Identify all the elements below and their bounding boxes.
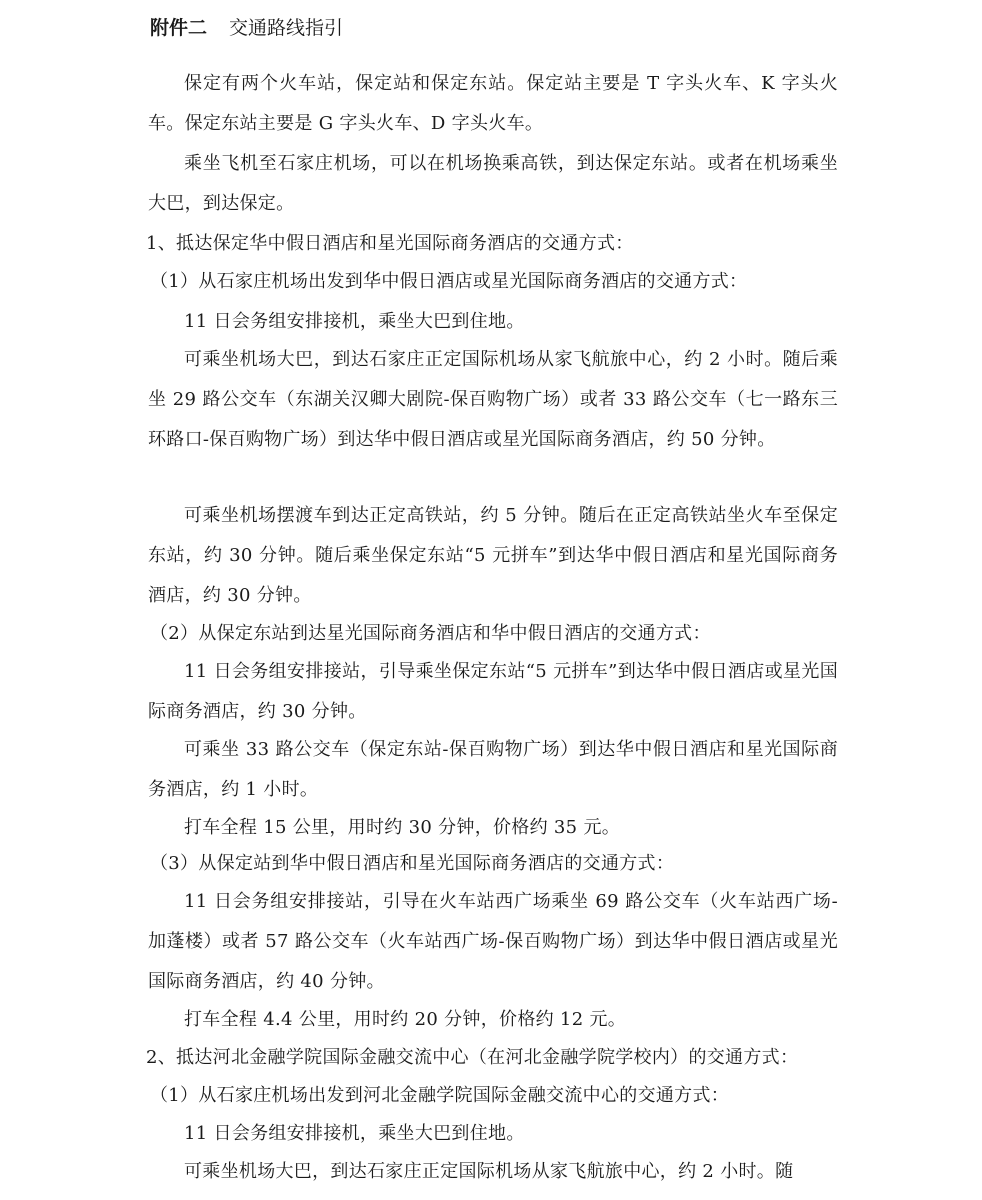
paragraph-baoding-station-taxi: 打车全程 4.4 公里，用时约 20 分钟，价格约 12 元。 bbox=[184, 1009, 627, 1030]
subsection-heading-baoding-station: （3）从保定站到华中假日酒店和星光国际商务酒店的交通方式： bbox=[150, 853, 675, 874]
paragraph-east-station-bus: 可乘坐 33 路公交车（保定东站-保百购物广场）到达华中假日酒店和星光国际商务酒店，约 1 小时。 bbox=[148, 739, 838, 800]
attachment-title: 交通路线指引 bbox=[229, 17, 344, 39]
subsection-heading-airport-to-college: （1）从石家庄机场出发到河北金融学院国际金融交流中心的交通方式： bbox=[150, 1085, 730, 1106]
paragraph-college-airport-bus: 可乘坐机场大巴，到达石家庄正定国际机场从家飞航旅中心，约 2 小时。随 bbox=[184, 1161, 794, 1182]
paragraph-airport: 乘坐飞机至石家庄机场，可以在机场换乘高铁，到达保定东站。或者在机场乘坐大巴，到达保定。 bbox=[148, 153, 838, 214]
paragraph-airport-bus: 可乘坐机场大巴，到达石家庄正定国际机场从家飞航旅中心，约 2 小时。随后乘坐 29 路公交车（东湖关汉卿大剧院-保百购物广场）或者 33 路公交车（七一路东三环路口-保百购物广场）到达华中假日酒店或星光国际商务酒店，约 50 分钟。 bbox=[148, 349, 838, 450]
paragraph-stations: 保定有两个火车站，保定站和保定东站。保定站主要是 T 字头火车、K 字头火车。保定东站主要是 G 字头火车、D 字头火车。 bbox=[148, 73, 838, 134]
paragraph-college-airport-pickup: 11 日会务组安排接机，乘坐大巴到住地。 bbox=[184, 1123, 525, 1144]
paragraph-airport-pickup: 11 日会务组安排接机，乘坐大巴到住地。 bbox=[184, 311, 525, 332]
subsection-heading-east-station: （2）从保定东站到达星光国际商务酒店和华中假日酒店的交通方式： bbox=[150, 623, 711, 644]
paragraph-baoding-station-pickup: 11 日会务组安排接站，引导在火车站西广场乘坐 69 路公交车（火车站西广场-加蓬楼）或者 57 路公交车（火车站西广场-保百购物广场）到达华中假日酒店或星光国际商务酒店，约 40 分钟。 bbox=[148, 891, 838, 992]
attachment-label: 附件二 bbox=[150, 17, 208, 39]
paragraph-east-station-pickup: 11 日会务组安排接站，引导乘坐保定东站“5 元拼车”到达华中假日酒店或星光国际商务酒店，约 30 分钟。 bbox=[148, 661, 838, 722]
subsection-heading-airport-to-hotel: （1）从石家庄机场出发到华中假日酒店或星光国际商务酒店的交通方式： bbox=[150, 271, 748, 292]
paragraph-airport-shuttle: 可乘坐机场摆渡车到达正定高铁站，约 5 分钟。随后在正定高铁站坐火车至保定东站，约 30 分钟。随后乘坐保定东站“5 元拼车”到达华中假日酒店和星光国际商务酒店，约 30 分钟。 bbox=[148, 505, 838, 606]
paragraph-east-station-taxi: 打车全程 15 公里，用时约 30 分钟，价格约 35 元。 bbox=[184, 817, 621, 838]
document-heading bbox=[150, 14, 343, 42]
section-heading-hotels: 1、抵达保定华中假日酒店和星光国际商务酒店的交通方式： bbox=[146, 233, 634, 254]
section-heading-finance-college: 2、抵达河北金融学院国际金融交流中心（在河北金融学院学校内）的交通方式： bbox=[146, 1047, 799, 1068]
